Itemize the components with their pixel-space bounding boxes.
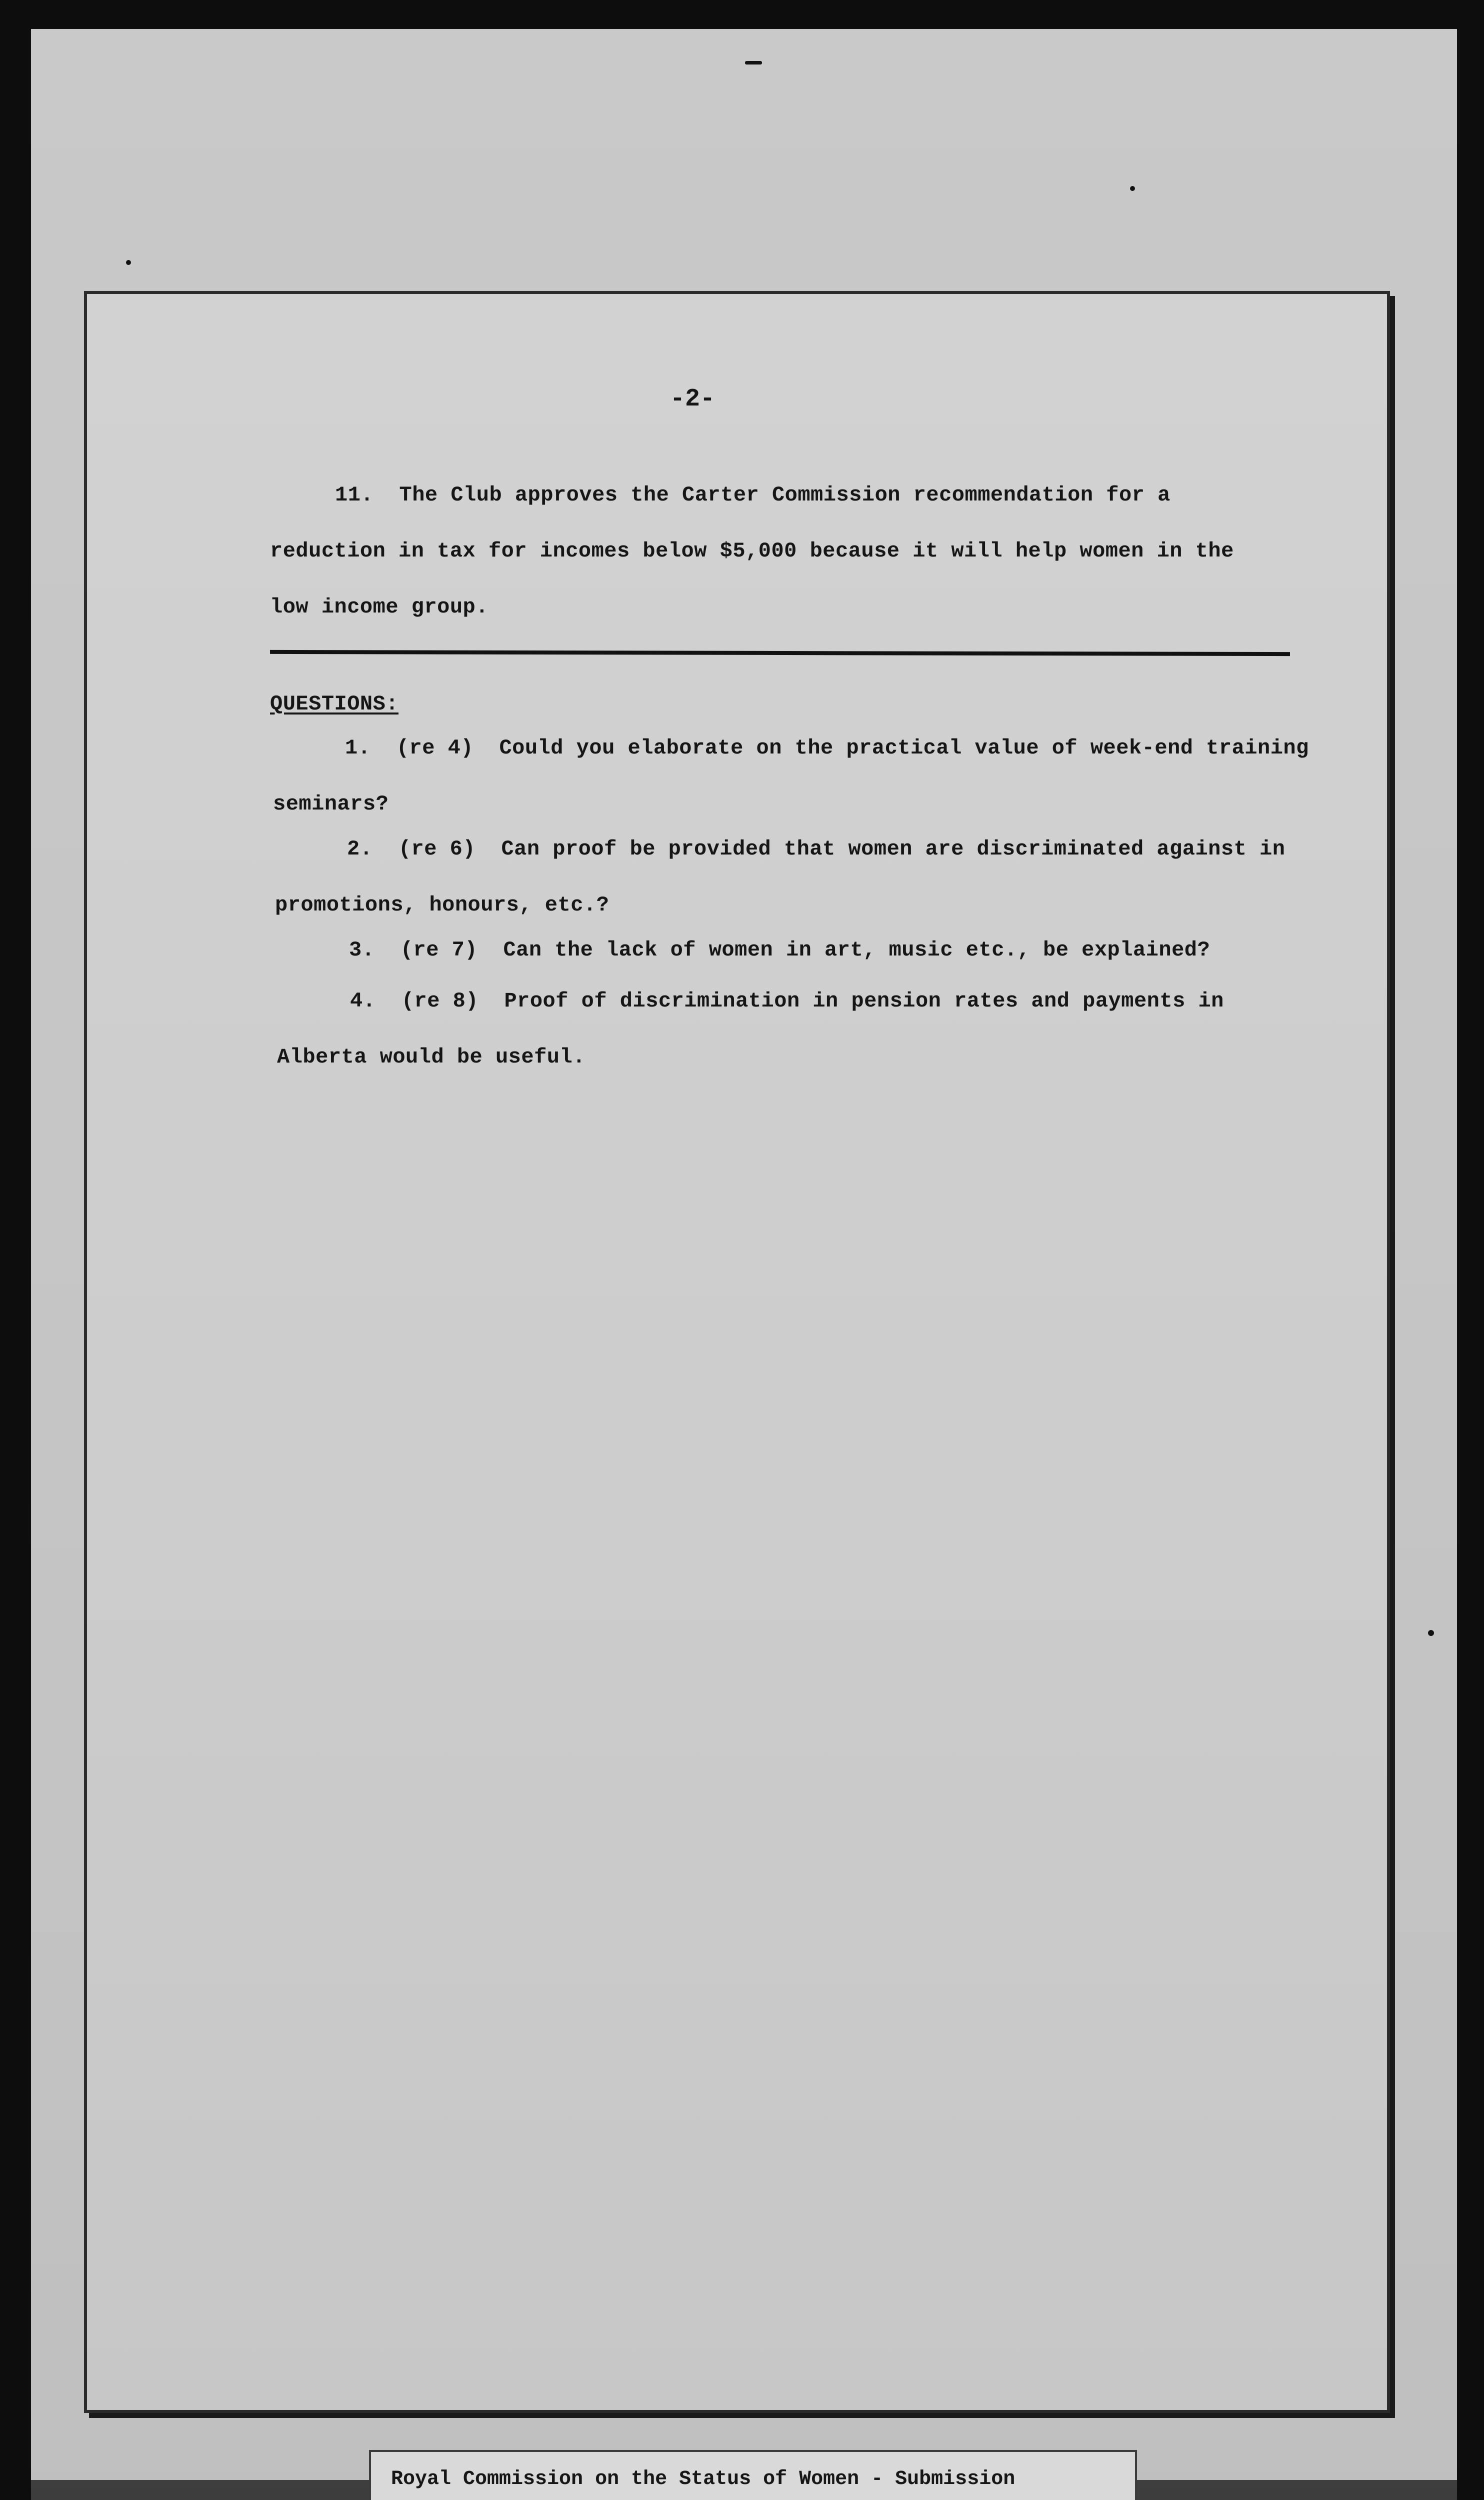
question-4-line-2: Alberta would be useful.: [277, 1045, 586, 1069]
question-1-line-2: seminars?: [273, 792, 389, 816]
question-4-line-1: 4. (re 8) Proof of discrimination in pension rates and payments in: [350, 989, 1224, 1013]
paragraph-11-line-1: 11. The Club approves the Carter Commission recommendation for a: [335, 483, 1170, 507]
dust-speck: [1428, 1630, 1434, 1636]
dust-speck: [745, 61, 762, 64]
questions-heading: QUESTIONS:: [270, 692, 399, 716]
question-2-line-1: 2. (re 6) Can proof be provided that women are discriminated against in: [347, 837, 1286, 861]
paragraph-11-line-2: reduction in tax for incomes below $5,000 because it will help women in the: [270, 539, 1234, 563]
question-1-line-1: 1. (re 4) Could you elaborate on the practical value of week-end training: [345, 736, 1309, 760]
paragraph-11-line-3: low income group.: [270, 595, 488, 619]
archive-tag-line-1: Royal Commission on the Status of Women - Submission: [391, 2468, 1016, 2490]
page-number: -2-: [670, 385, 716, 414]
archive-tag: [369, 2450, 1137, 2500]
question-3-line-1: 3. (re 7) Can the lack of women in art, music etc., be explained?: [349, 938, 1210, 962]
question-2-line-2: promotions, honours, etc.?: [275, 893, 610, 917]
dust-speck: [126, 260, 131, 265]
dust-speck: [1130, 186, 1135, 191]
